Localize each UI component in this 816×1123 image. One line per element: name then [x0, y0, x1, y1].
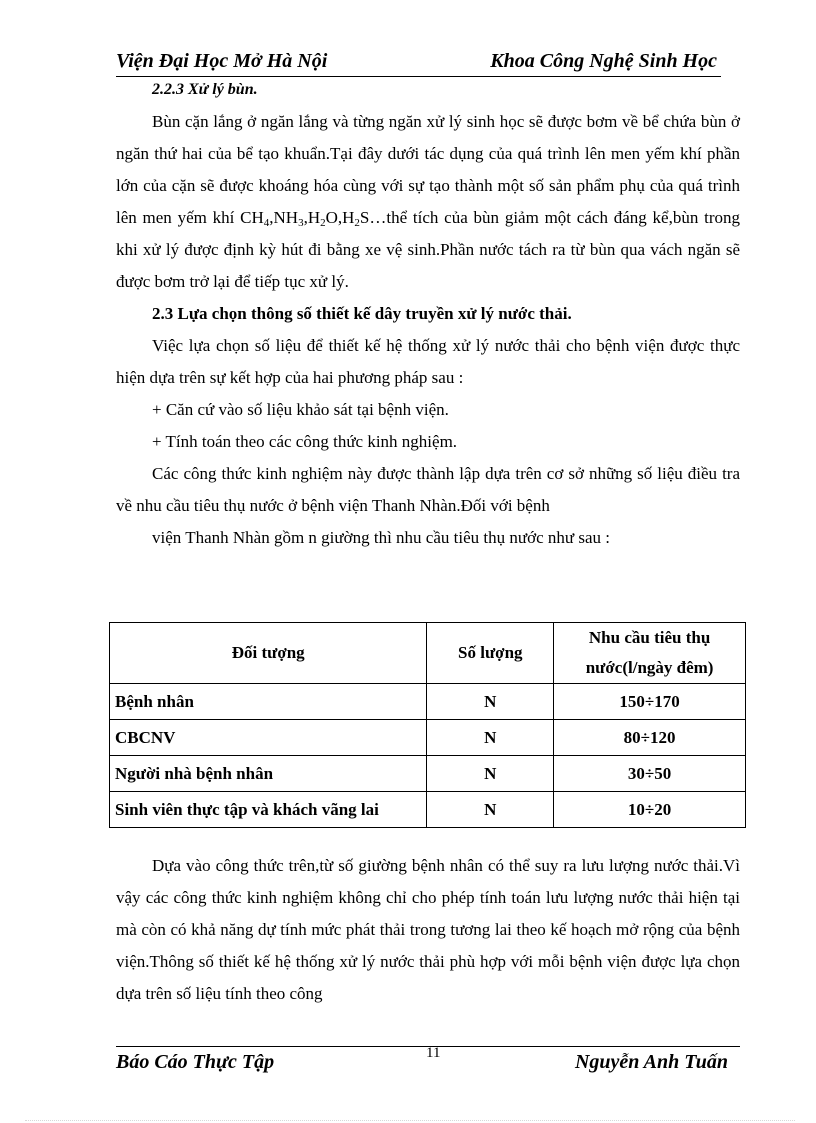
cell-demand: 150÷170	[554, 684, 746, 720]
paragraph-selection: Việc lựa chọn số liệu để thiết kế hệ thống xử lý nước thải cho bệnh viện được thực hiện dựa trên sự kết hợp của hai phương pháp sau :	[116, 336, 740, 387]
table-row	[110, 720, 746, 756]
table-row	[110, 792, 746, 828]
page-header	[116, 50, 721, 77]
author-name: Nguyễn Anh Tuấn	[574, 1051, 728, 1073]
page-number: 11	[426, 1045, 441, 1061]
paragraph-empirical: Các công thức kinh nghiệm này được thành lập dựa trên cơ sở những số liệu điều tra về nhu cầu tiêu thụ nước ở bệnh viện Thanh Nhàn.Đối với bệnh	[116, 464, 740, 515]
header-subject: Đối tượng	[110, 623, 427, 684]
cell-subject: Người nhà bệnh nhân	[110, 756, 427, 792]
cell-demand: 10÷20	[554, 792, 746, 828]
cell-quantity: N	[427, 792, 554, 828]
page-footer	[116, 1046, 740, 1087]
cell-subject: CBCNV	[110, 720, 427, 756]
paragraph-sludge: Bùn cặn lắng ở ngăn lắng và từng ngăn xử lý sinh học sẽ được bơm về bể chứa bùn ở ngăn thứ hai của bể tạo khuẩn.Tại đây dưới tác dụng của quá trình lên men yếm khí phần lớn của cặn sẽ được khoáng hóa cùng với sự tạo thành một số sản phẩm phụ của quá trình lên men yếm khí $CH_4,NH_3,H_2O,H_2S\dots thể$ tích của bùn giảm một cách đáng kể,bùn trong khi xử lý được định kỳ hút đi bằng xe vệ sinh.Phần nước tách ra từ bùn qua vách ngăn sẽ được bơm trở lại để tiếp tục xử lý.	[116, 112, 740, 291]
table-header-row	[110, 623, 746, 684]
institute-name: Viện Đại Học Mở Hà Nội	[116, 50, 328, 72]
paragraph-conclusion: Dựa vào công thức trên,từ số giường bệnh nhân có thể suy ra lưu lượng nước thải.Vì vậy các công thức kinh nghiệm không chỉ cho phép tính toán lưu lượng nước thải hiện tại mà còn có khả năng dự tính mức phát thải trong tương lai theo kế hoạch mở rộng của bệnh viện.Thông số thiết kế hệ thống xử lý nước thải phù hợp với mỗi bệnh viện được lựa chọn dựa trên số liệu tính theo công	[116, 856, 740, 1003]
report-title: Báo Cáo Thực Tập	[116, 1051, 275, 1073]
page-edge-divider	[25, 1120, 795, 1121]
header-quantity: Số lượng	[427, 623, 554, 684]
section-heading-223: 2.2.3 Xử lý bùn.	[152, 81, 258, 98]
cell-quantity: N	[427, 756, 554, 792]
document-body	[116, 74, 740, 554]
cell-subject: Sinh viên thực tập và khách vãng lai	[110, 792, 427, 828]
paragraph-demand-intro: viện Thanh Nhàn gồm n giường thì nhu cầu tiêu thụ nước như sau :	[152, 528, 610, 547]
cell-demand: 30÷50	[554, 756, 746, 792]
bullet-survey: + Căn cứ vào số liệu khảo sát tại bệnh viện.	[152, 400, 449, 419]
section-heading-23: 2.3 Lựa chọn thông số thiết kế dây truyền xử lý nước thải.	[152, 304, 572, 323]
header-demand: Nhu cầu tiêu thụ nước(l/ngày đêm)	[554, 623, 746, 684]
document-body-continued	[116, 850, 740, 1010]
table-row	[110, 756, 746, 792]
cell-quantity: N	[427, 684, 554, 720]
faculty-name: Khoa Công Nghệ Sinh Học	[490, 50, 717, 72]
bullet-formula: + Tính toán theo các công thức kinh nghiệm.	[152, 432, 458, 451]
cell-quantity: N	[427, 720, 554, 756]
cell-demand: 80÷120	[554, 720, 746, 756]
cell-subject: Bệnh nhân	[110, 684, 427, 720]
table-row	[110, 684, 746, 720]
water-demand-table	[109, 622, 746, 828]
